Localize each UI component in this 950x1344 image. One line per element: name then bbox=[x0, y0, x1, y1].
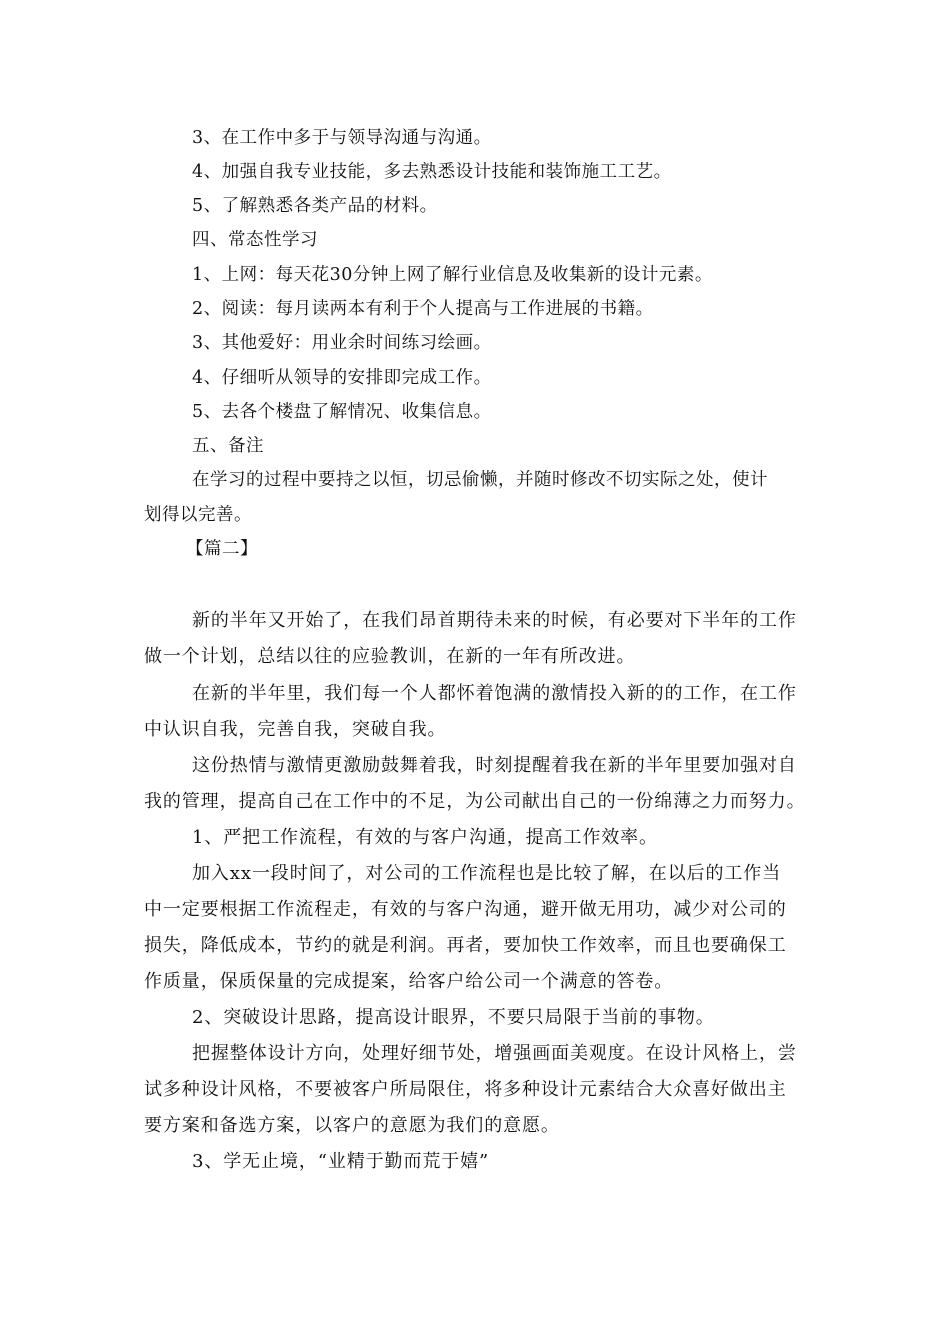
list-item: 3、在工作中多于与领导沟通与沟通。 bbox=[192, 128, 492, 148]
list-item: 3、其他爱好：用业余时间练习绘画。 bbox=[192, 333, 492, 353]
section-heading: 五、备注 bbox=[192, 436, 264, 456]
list-item: 5、去各个楼盘了解情况、收集信息。 bbox=[192, 402, 492, 422]
list-item: 5、了解熟悉各类产品的材料。 bbox=[192, 196, 438, 216]
paragraph-line: 中认识自我，完善自我，突破自我。 bbox=[144, 719, 447, 740]
subheading: 2、突破设计思路，提高设计眼界，不要只局限于当前的事物。 bbox=[192, 1007, 715, 1028]
paragraph-line: 在新的半年里，我们每一个人都怀着饱满的激情投入新的的工作，在工作 bbox=[192, 683, 797, 704]
paragraph-line: 作质量，保质保量的完成提案，给客户给公司一个满意的答卷。 bbox=[144, 971, 674, 992]
paragraph-line: 试多种设计风格，不要被客户所局限住，将多种设计元素结合大众喜好做出主 bbox=[144, 1079, 787, 1100]
paragraph-line: 这份热情与激情更激励鼓舞着我，时刻提醒着我在新的半年里要加强对自 bbox=[192, 755, 797, 776]
paragraph-line: 新的半年又开始了，在我们昂首期待未来的时候，有必要对下半年的工作 bbox=[192, 610, 797, 631]
subheading: 3、学无止境，“业精于勤而荒于嬉” bbox=[192, 1151, 490, 1172]
list-item: 2、阅读：每月读两本有利于个人提高与工作进展的书籍。 bbox=[192, 299, 654, 319]
note-paragraph-line: 在学习的过程中要持之以恒，切忌偷懒，并随时修改不切实际之处，使计 bbox=[192, 470, 768, 490]
paragraph-line: 把握整体设计方向，处理好细节处，增强画面美观度。在设计风格上，尝 bbox=[192, 1043, 797, 1064]
paragraph-line: 我的管理，提高自己在工作中的不足，为公司献出自己的一份绵薄之力而努力。 bbox=[144, 791, 806, 812]
list-item: 1、上网：每天花30分钟上网了解行业信息及收集新的设计元素。 bbox=[192, 265, 713, 285]
section-heading: 四、常态性学习 bbox=[192, 230, 318, 250]
list-item: 4、加强自我专业技能，多去熟悉设计技能和装饰施工工艺。 bbox=[192, 162, 672, 182]
note-paragraph-line: 划得以完善。 bbox=[144, 505, 252, 525]
paragraph-line: 中一定要根据工作流程走，有效的与客户沟通，避开做无用功，减少对公司的 bbox=[144, 899, 787, 920]
paragraph-line: 做一个计划，总结以往的应验教训，在新的一年有所改进。 bbox=[144, 646, 636, 667]
part-title: 【篇二】 bbox=[186, 539, 258, 559]
subheading: 1、严把工作流程，有效的与客户沟通，提高工作效率。 bbox=[192, 827, 658, 848]
paragraph-line: 损失，降低成本，节约的就是利润。再者，要加快工作效率，而且也要确保工 bbox=[144, 935, 787, 956]
list-item: 4、仔细听从领导的安排即完成工作。 bbox=[192, 368, 492, 388]
paragraph-line: 要方案和备选方案，以客户的意愿为我们的意愿。 bbox=[144, 1115, 560, 1136]
paragraph-line: 加入xx一段时间了，对公司的工作流程也是比较了解，在以后的工作当 bbox=[192, 863, 782, 884]
